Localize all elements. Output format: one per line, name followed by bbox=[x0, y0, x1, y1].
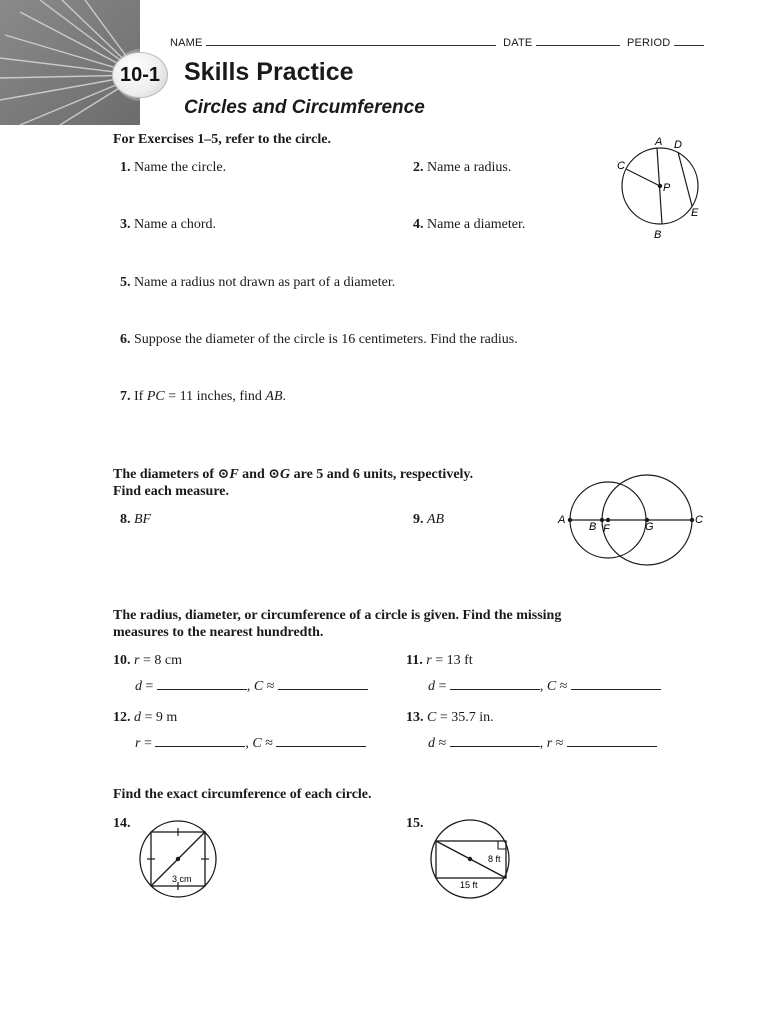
problem-text: If bbox=[134, 389, 147, 404]
center-point bbox=[176, 857, 180, 861]
answer-op: ≈ bbox=[263, 679, 278, 694]
problem-10 bbox=[113, 653, 182, 669]
header-fields bbox=[170, 35, 704, 49]
problem-14 bbox=[113, 816, 131, 832]
problem-11 bbox=[406, 653, 473, 669]
label-a: A bbox=[558, 514, 566, 526]
given-var: r bbox=[134, 653, 140, 668]
label-p: P bbox=[663, 182, 671, 194]
problem-text: Suppose the diameter of the circle is 16 centimeters. Find the radius. bbox=[134, 332, 518, 347]
answer-var: d bbox=[428, 679, 435, 694]
answer-var: d bbox=[428, 736, 435, 751]
answer-op: ≈ bbox=[435, 736, 450, 751]
var-g: G bbox=[279, 467, 291, 482]
var-ab: AB bbox=[427, 512, 445, 527]
problem-number: 5. bbox=[120, 275, 131, 290]
answer-op: = bbox=[435, 679, 450, 694]
instruction-line2: measures to the nearest hundredth. bbox=[113, 625, 324, 640]
answer-blank-r[interactable] bbox=[155, 734, 245, 747]
problem-11-answers bbox=[428, 677, 661, 695]
problem-number: 12. bbox=[113, 710, 131, 725]
lesson-badge: 10-1 bbox=[112, 52, 168, 98]
problem-3 bbox=[120, 217, 216, 233]
chord-de bbox=[678, 152, 692, 206]
problem-13 bbox=[406, 710, 494, 726]
given-var: r bbox=[426, 653, 432, 668]
width-label: 15 ft bbox=[460, 880, 478, 890]
instruction-line1 bbox=[113, 466, 473, 483]
problem-text: . bbox=[282, 389, 287, 404]
problem-number: 4. bbox=[413, 217, 424, 232]
section2-instruction bbox=[113, 466, 473, 500]
name-blank[interactable] bbox=[206, 35, 496, 46]
answer-blank-d[interactable] bbox=[450, 734, 540, 747]
side-label: 3 cm bbox=[172, 874, 192, 884]
problem-text: Name the circle. bbox=[134, 160, 227, 175]
problem-number: 10. bbox=[113, 653, 131, 668]
problem-number: 15. bbox=[406, 816, 424, 831]
text-part: are 5 and 6 units, respectively. bbox=[290, 467, 474, 482]
page-title: Skills Practice bbox=[184, 58, 354, 86]
label-b: B bbox=[654, 229, 662, 241]
name-label: NAME bbox=[170, 37, 203, 49]
answer-var: r bbox=[135, 736, 141, 751]
given-value: = 35.7 in. bbox=[436, 710, 494, 725]
section4-instruction: Find the exact circumference of each circle. bbox=[113, 787, 372, 802]
date-blank[interactable] bbox=[536, 35, 620, 46]
problem-number: 6. bbox=[120, 332, 131, 347]
problem-12-answers bbox=[135, 734, 366, 752]
answer-var: C bbox=[252, 736, 262, 751]
answer-var: d bbox=[135, 679, 142, 694]
given-value: = 13 ft bbox=[431, 653, 473, 668]
height-label: 8 ft bbox=[488, 854, 501, 864]
section3-instruction bbox=[113, 607, 561, 641]
answer-blank-d[interactable] bbox=[450, 677, 540, 690]
answer-blank-r[interactable] bbox=[567, 734, 657, 747]
answer-blank-c[interactable] bbox=[571, 677, 661, 690]
problem-9 bbox=[413, 512, 444, 528]
problem-number: 1. bbox=[120, 160, 131, 175]
problem-13-answers bbox=[428, 734, 657, 752]
problem-text: Name a diameter. bbox=[427, 217, 526, 232]
answer-blank-c[interactable] bbox=[276, 734, 366, 747]
radius-pc bbox=[626, 169, 660, 186]
comma: , bbox=[246, 679, 251, 694]
problem-10-answers bbox=[135, 677, 368, 695]
rectangle-in-circle-figure bbox=[428, 818, 514, 902]
problem-2 bbox=[413, 160, 511, 176]
point-a bbox=[568, 518, 572, 522]
point-f bbox=[606, 518, 610, 522]
var-f: F bbox=[229, 467, 239, 482]
answer-op: = bbox=[142, 679, 157, 694]
problem-8 bbox=[120, 512, 151, 528]
date-label: DATE bbox=[503, 37, 533, 49]
label-e: E bbox=[691, 207, 699, 219]
instruction-line2: Find each measure. bbox=[113, 484, 230, 499]
problem-number: 3. bbox=[120, 217, 131, 232]
answer-var: C bbox=[546, 679, 557, 694]
var-bf: BF bbox=[134, 512, 152, 527]
problem-12 bbox=[113, 710, 177, 726]
square-in-circle-figure bbox=[136, 818, 222, 902]
page-subtitle: Circles and Circumference bbox=[184, 97, 425, 118]
problem-text: = 11 inches, find bbox=[164, 389, 266, 404]
problem-4 bbox=[413, 217, 525, 233]
var-pc: PC bbox=[146, 389, 165, 404]
center-point bbox=[468, 857, 472, 861]
problem-number: 13. bbox=[406, 710, 424, 725]
label-d: D bbox=[674, 139, 682, 151]
problem-6 bbox=[120, 332, 518, 348]
answer-blank-c[interactable] bbox=[278, 677, 368, 690]
problem-1 bbox=[120, 160, 226, 176]
label-a: A bbox=[655, 136, 663, 148]
answer-op: ≈ bbox=[261, 736, 277, 751]
label-f: F bbox=[603, 523, 610, 535]
problem-number: 2. bbox=[413, 160, 424, 175]
label-c: C bbox=[695, 514, 703, 526]
point-b bbox=[600, 518, 604, 522]
problem-text: Name a chord. bbox=[134, 217, 217, 232]
answer-op: = bbox=[140, 736, 156, 751]
given-var: d bbox=[134, 710, 141, 725]
problem-text: Name a radius not drawn as part of a diameter. bbox=[134, 275, 396, 290]
comma: , bbox=[539, 736, 544, 751]
answer-blank-d[interactable] bbox=[157, 677, 247, 690]
answer-op: ≈ bbox=[556, 679, 571, 694]
problem-number: 14. bbox=[113, 816, 131, 831]
comma: , bbox=[245, 736, 249, 751]
point-c bbox=[690, 518, 694, 522]
instruction-line1: The radius, diameter, or circumference of a circle is given. Find the missing bbox=[113, 608, 562, 623]
problem-number: 11. bbox=[406, 653, 423, 668]
text-part: The diameters of ⊙ bbox=[113, 467, 230, 482]
circle-p-figure bbox=[612, 132, 722, 244]
problem-7 bbox=[120, 389, 286, 405]
problem-number: 7. bbox=[120, 389, 131, 404]
two-circles-figure bbox=[552, 470, 712, 570]
answer-op: ≈ bbox=[552, 736, 567, 751]
problem-5 bbox=[120, 275, 395, 291]
problem-text: Name a radius. bbox=[427, 160, 512, 175]
given-value: = 9 m bbox=[141, 710, 178, 725]
text-part: and ⊙ bbox=[238, 467, 280, 482]
comma: , bbox=[539, 679, 544, 694]
center-point bbox=[658, 184, 662, 188]
label-b: B bbox=[589, 521, 597, 533]
var-ab: AB bbox=[265, 389, 283, 404]
answer-var: C bbox=[253, 679, 264, 694]
period-label: PERIOD bbox=[626, 37, 671, 49]
period-blank[interactable] bbox=[674, 35, 704, 46]
given-var: C bbox=[427, 710, 437, 725]
problem-number: 8. bbox=[120, 512, 131, 527]
given-value: = 8 cm bbox=[139, 653, 182, 668]
answer-var: r bbox=[546, 736, 553, 751]
section1-instruction: For Exercises 1–5, refer to the circle. bbox=[113, 132, 331, 147]
problem-number: 9. bbox=[413, 512, 424, 527]
problem-15 bbox=[406, 816, 424, 832]
label-g: G bbox=[645, 521, 654, 533]
label-c: C bbox=[617, 160, 625, 172]
